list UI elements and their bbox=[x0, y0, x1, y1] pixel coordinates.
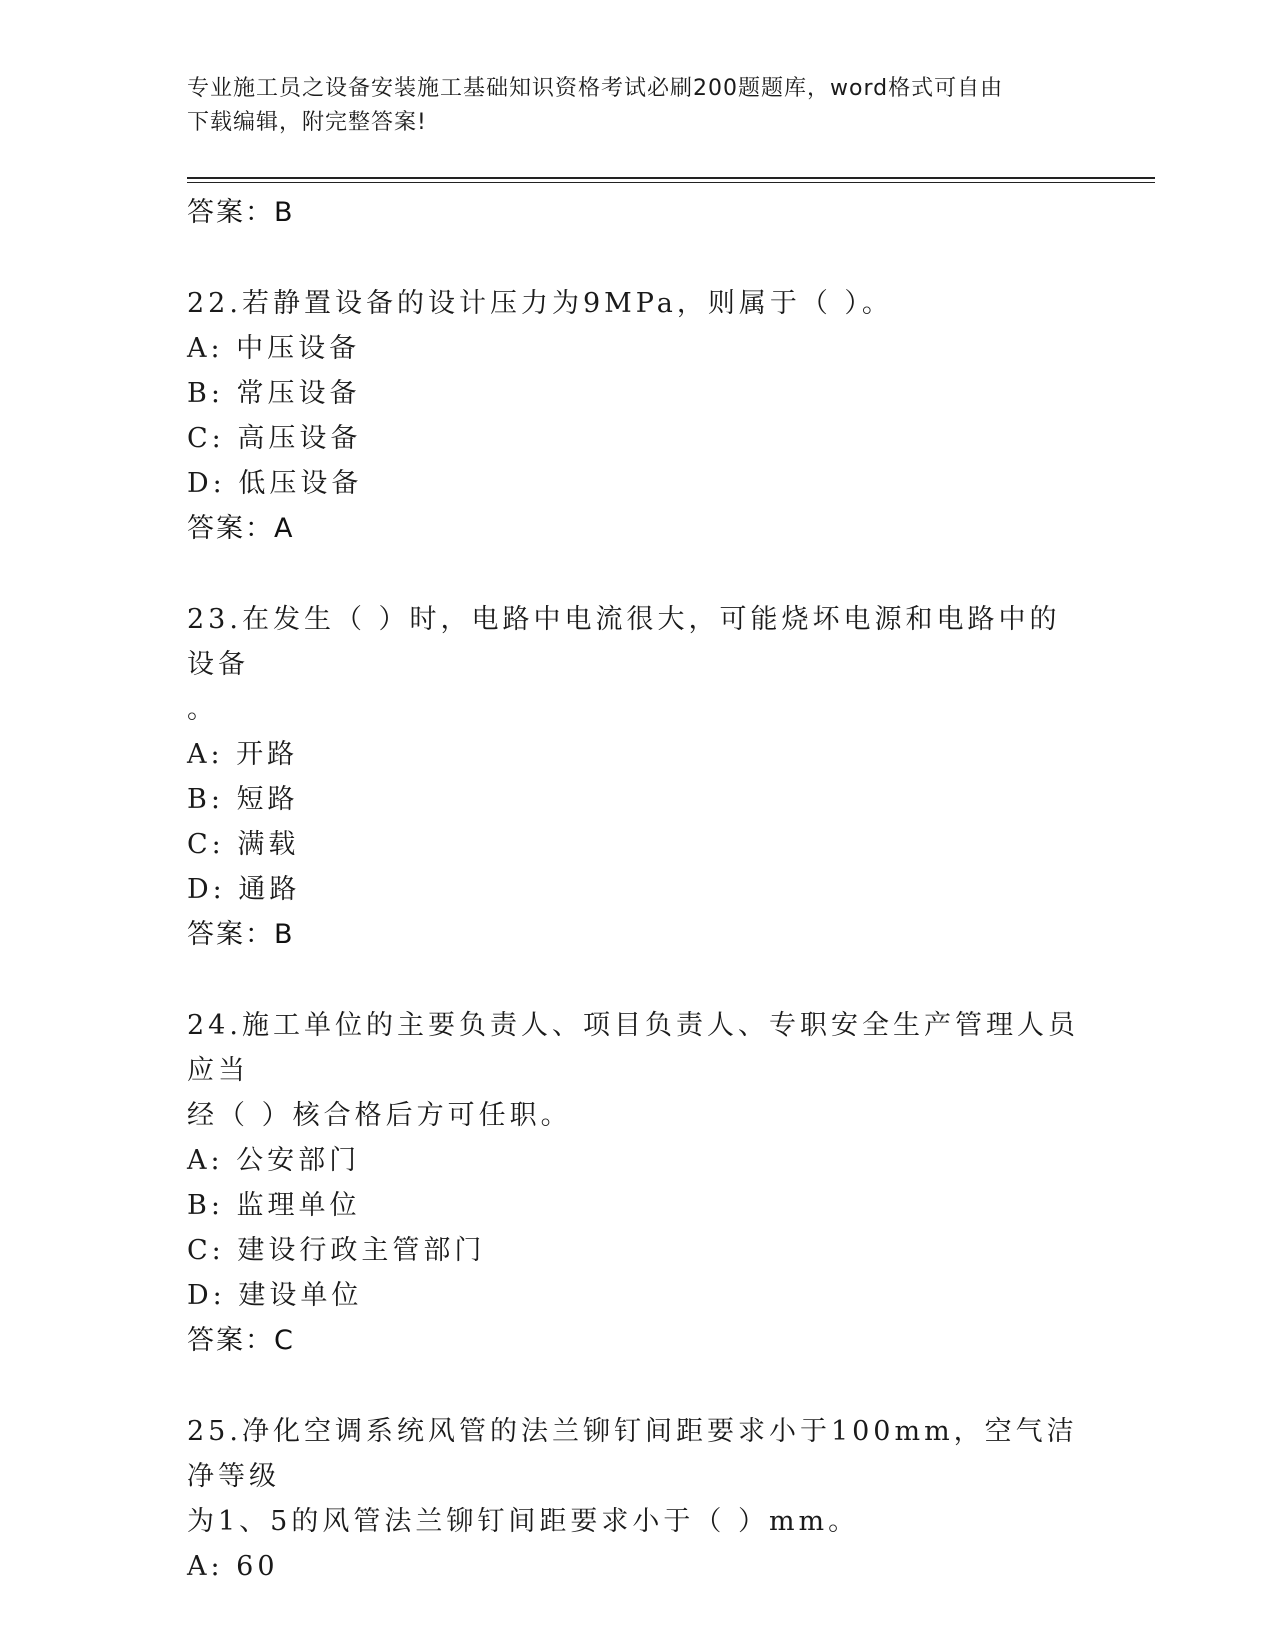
option-d: D: 建设单位 bbox=[187, 1280, 363, 1311]
page-header bbox=[187, 72, 1067, 140]
header-line-2: 下载编辑，附完整答案! bbox=[187, 110, 427, 135]
option-c: C: 高压设备 bbox=[187, 423, 362, 454]
option-a: A: 开路 bbox=[187, 739, 299, 770]
question-block bbox=[187, 1409, 1087, 1589]
question-block bbox=[187, 1003, 1087, 1364]
option-a: A: 公安部门 bbox=[187, 1145, 361, 1176]
question-block bbox=[187, 597, 1087, 958]
question-block bbox=[187, 281, 1087, 552]
option-b: B: 短路 bbox=[187, 784, 299, 815]
question-text: 25.净化空调系统风管的法兰铆钉间距要求小于100mm，空气洁净等级 bbox=[187, 1416, 1078, 1492]
header-rule-thick bbox=[187, 177, 1155, 179]
answer-line: 答案：C bbox=[187, 1325, 295, 1356]
question-text: 23.在发生（ ）时，电路中电流很大，可能烧坏电源和电路中的设备 bbox=[187, 604, 1061, 680]
option-d: D: 低压设备 bbox=[187, 468, 363, 499]
option-b: B: 监理单位 bbox=[187, 1190, 361, 1221]
option-d: D: 通路 bbox=[187, 874, 301, 905]
option-a: A: 中压设备 bbox=[187, 333, 361, 364]
answer-line: 答案：B bbox=[187, 919, 295, 950]
document-body bbox=[187, 190, 1087, 1589]
question-text-continued: 为1、5的风管法兰铆钉间距要求小于（ ）mm。 bbox=[187, 1506, 860, 1537]
option-c: C: 满载 bbox=[187, 829, 300, 860]
answer-line: 答案：A bbox=[187, 513, 295, 544]
header-line-1: 专业施工员之设备安装施工基础知识资格考试必刷200题题库，word格式可自由 bbox=[187, 76, 1004, 101]
question-text: 22.若静置设备的设计压力为9MPa，则属于（ ）。 bbox=[187, 288, 893, 319]
answer-line: 答案：B bbox=[187, 197, 295, 228]
option-b: B: 常压设备 bbox=[187, 378, 361, 409]
question-text-continued: 经（ ）核合格后方可任职。 bbox=[187, 1100, 572, 1131]
question-text: 24.施工单位的主要负责人、项目负责人、专职安全生产管理人员应当 bbox=[187, 1010, 1079, 1086]
question-text-continued: 。 bbox=[187, 694, 218, 725]
header-rule-thin bbox=[187, 182, 1155, 183]
option-c: C: 建设行政主管部门 bbox=[187, 1235, 486, 1266]
option-a: A: 60 bbox=[187, 1551, 279, 1582]
